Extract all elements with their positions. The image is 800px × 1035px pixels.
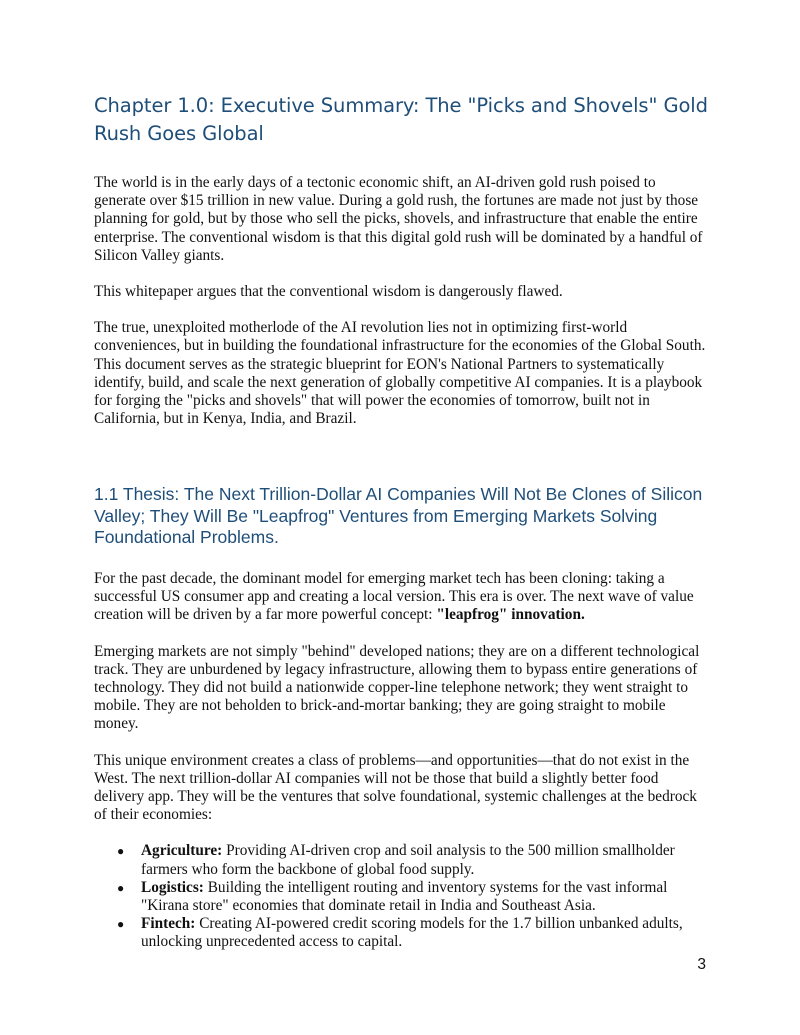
chapter-title: Chapter 1.0: Executive Summary: The "Picks and Shovels" Gold Rush Goes Global bbox=[94, 94, 708, 145]
list-item bbox=[94, 842, 708, 878]
list-item bbox=[94, 915, 708, 951]
section-paragraph-3: This unique environment creates a class of problems—and opportunities—that do not exist in the West. The next trillion-dollar AI companies will not be those that build a slightly better food delivery app. They will be the ventures that solve foundational, systemic challenges at the bedrock of their economies: bbox=[94, 751, 697, 824]
section-intro-paragraph bbox=[94, 570, 708, 625]
bullet-icon: ● bbox=[117, 844, 125, 859]
page-number: 3 bbox=[697, 956, 706, 973]
bullet-text: Building the intelligent routing and inventory systems for the vast informal "Kirana store" economies that dominate retail in India and Southeast Asia. bbox=[141, 878, 668, 914]
section-title: 1.1 Thesis: The Next Trillion-Dollar AI Companies Will Not Be Clones of Silicon Valley; They Will Be "Leapfrog" Ventures from Emerging Markets Solving Foundational Problems. bbox=[94, 484, 703, 548]
list-item bbox=[94, 879, 708, 915]
section-paragraph-2: Emerging markets are not simply "behind" developed nations; they are on a different technological track. They are unburdened by legacy infrastructure, allowing them to bypass entire generations of technology. They did not build a nationwide copper-line telephone network; they went straight to mobile. They are not beholden to brick-and-mortar banking; they are going straight to mobile money. bbox=[94, 642, 700, 733]
chapter-paragraph-3: The true, unexploited motherlode of the AI revolution lies not in optimizing first-world conveniences, but in building the foundational infrastructure for the economies of the Global South. This document serves as the strategic blueprint for EON's National Partners to systematically identify, build, and scale the next generation of globally competitive AI companies. It is a playbook for forging the "picks and shovels" that will power the economies of tomorrow, built not in California, but in Kenya, India, and Brazil. bbox=[94, 319, 706, 428]
bullet-text: Creating AI-powered credit scoring models for the 1.7 billion unbanked adults, unlocking unprecedented access to capital. bbox=[141, 915, 683, 951]
bullet-icon: ● bbox=[117, 917, 125, 932]
bullet-term: Fintech: bbox=[141, 915, 196, 933]
section-intro-bold: "leapfrog" innovation. bbox=[436, 606, 585, 624]
chapter-paragraph-1: The world is in the early days of a tectonic economic shift, an AI-driven gold rush poised to generate over $15 trillion in new value. During a gold rush, the fortunes are made not just by those planning for gold, but by those who sell the picks, shovels, and infrastructure that enable the entire enterprise. The conventional wisdom is that this digital gold rush will be dominated by a handful of Silicon Valley giants. bbox=[94, 174, 703, 264]
bullet-icon: ● bbox=[117, 880, 125, 895]
section-intro-text: For the past decade, the dominant model for emerging market tech has been cloning: taking a successful US consumer app and creating a local version. This era is over. The next wave of value creation will be driven by a far more powerful concept: bbox=[94, 569, 694, 624]
bullet-text: Providing AI-driven crop and soil analysis to the 500 million smallholder farmers who form the backbone of global food supply. bbox=[141, 842, 675, 878]
chapter-paragraph-2: This whitepaper argues that the conventional wisdom is dangerously flawed. bbox=[94, 283, 563, 301]
page-content bbox=[94, 92, 708, 952]
bullet-term: Agriculture: bbox=[141, 842, 223, 860]
section-spacer bbox=[94, 446, 708, 484]
bullet-term: Logistics: bbox=[141, 878, 204, 896]
bullet-list bbox=[94, 842, 708, 951]
